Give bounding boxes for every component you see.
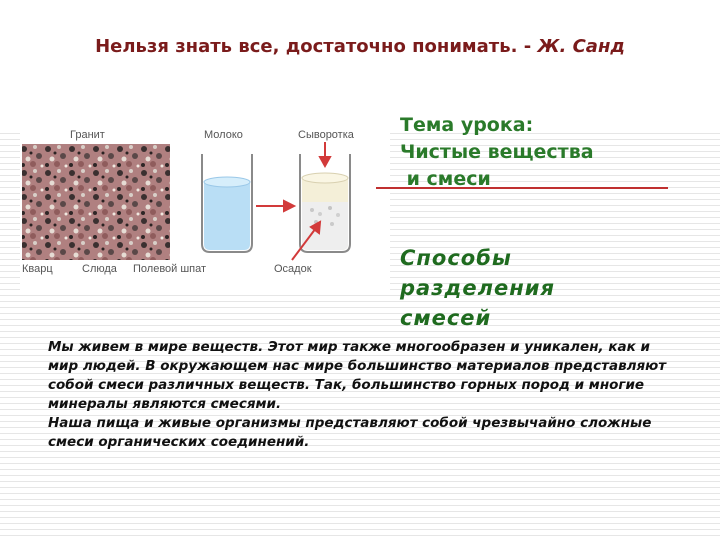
label-sediment: Осадок (274, 263, 312, 275)
topic-line-1: Тема урока: (400, 114, 534, 136)
topic-line-3: и смеси (400, 168, 491, 190)
methods-line-2: разделения (400, 276, 555, 300)
separation-methods-heading (400, 243, 555, 333)
epigraph-quote (0, 36, 720, 57)
granite-sample (22, 144, 170, 260)
intro-paragraph-1: Мы живем в мире веществ. Этот мир также многообразен и уникален, как и мир людей. В окружающем нас мире большинство материалов представляют собой смеси различных веществ. Так, большинство горных пород и многие минералы являются смесями. (48, 339, 667, 412)
mixtures-illustration (20, 120, 390, 290)
label-quartz: Кварц (22, 263, 53, 275)
label-whey: Сыворотка (298, 129, 354, 141)
methods-line-1: Способы (400, 246, 512, 270)
quote-author: Ж. Санд (537, 36, 625, 57)
label-mica: Слюда (82, 263, 117, 275)
whey-glass (300, 154, 350, 252)
topic-line-2: Чистые вещества (400, 141, 594, 163)
methods-line-3: смесей (400, 306, 492, 330)
intro-text (48, 338, 678, 452)
milk-glass (202, 154, 252, 252)
label-granite: Гранит (70, 129, 105, 141)
label-milk: Молоко (204, 129, 243, 141)
label-feldspar: Полевой шпат (133, 263, 207, 275)
intro-paragraph-2: Наша пища и живые организмы представляют собой чрезвычайно сложные смеси органических соединений. (48, 415, 652, 450)
lesson-topic (400, 112, 594, 193)
quote-text: Нельзя знать все, достаточно понимать. - (95, 36, 538, 57)
